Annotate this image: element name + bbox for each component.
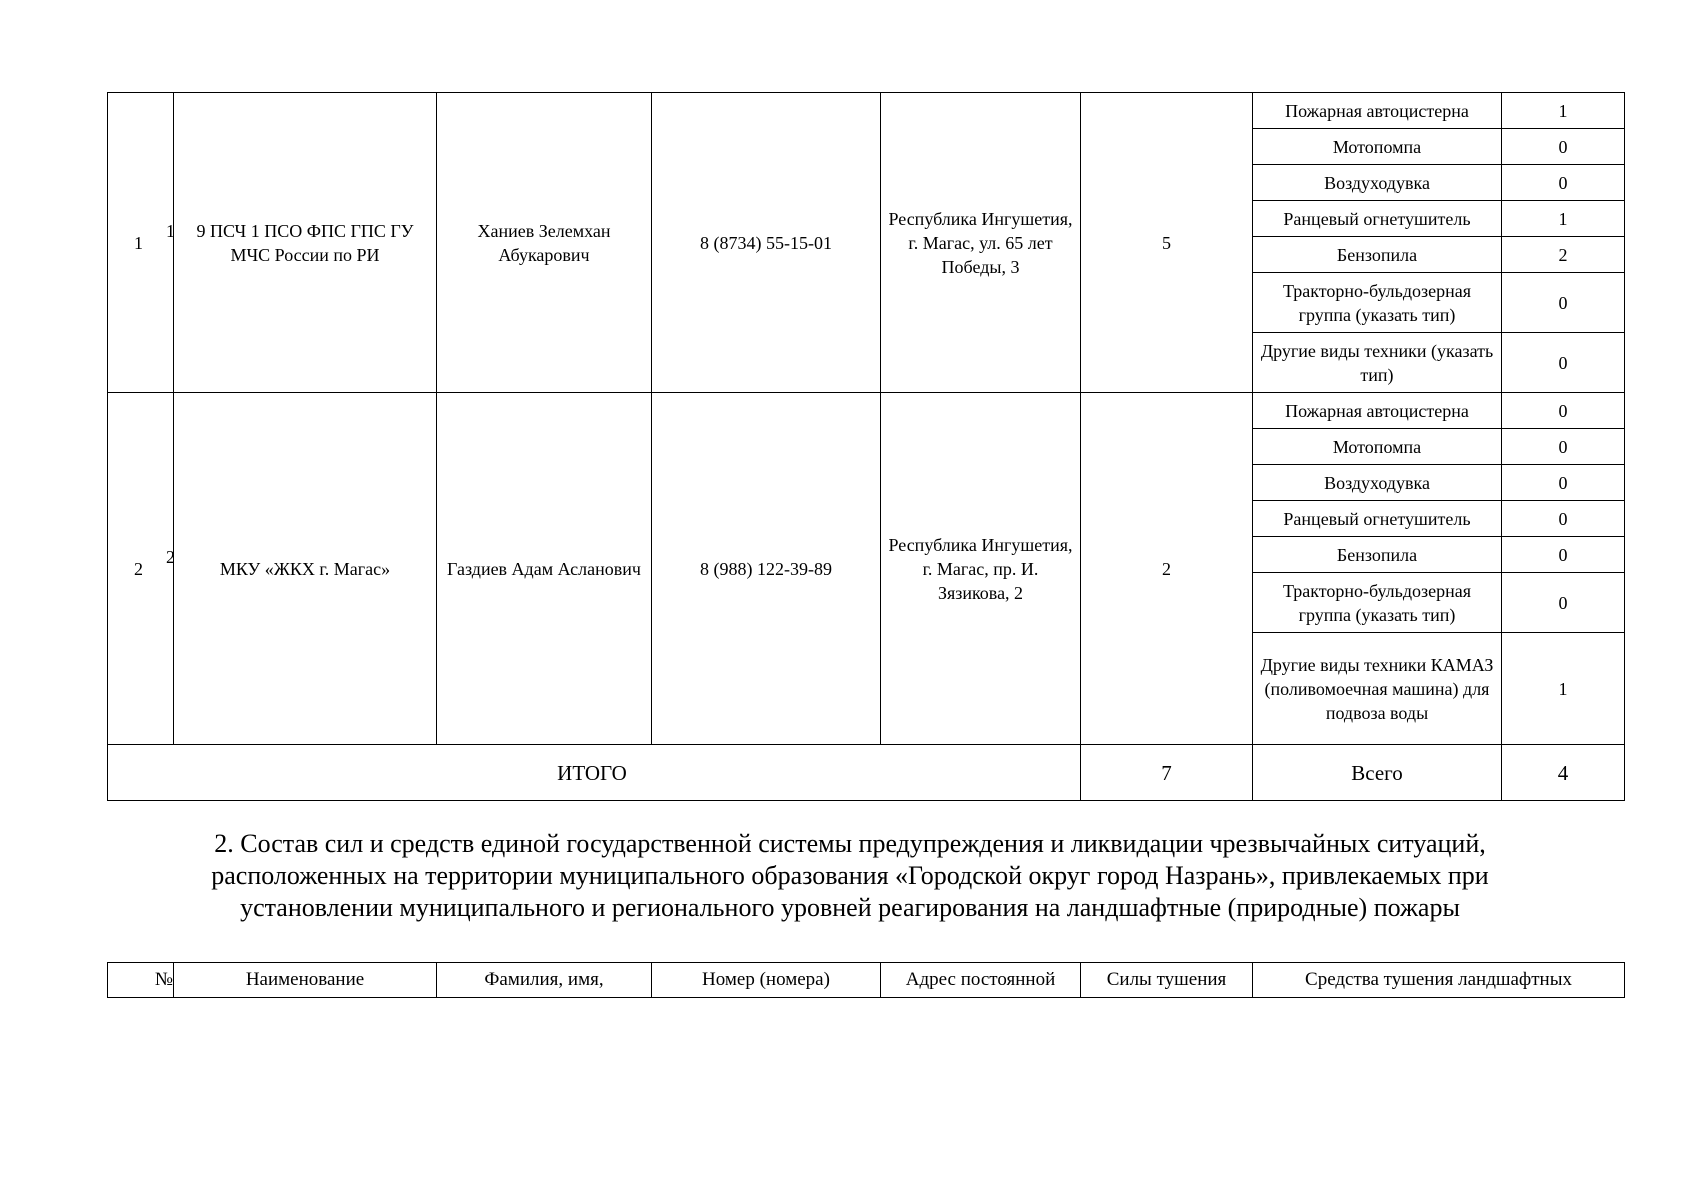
- total-forces: 7: [1081, 745, 1253, 801]
- head-fullname: Газдиев Адам Асланович: [437, 393, 652, 745]
- total-all-label: Всего: [1253, 745, 1502, 801]
- row-index: 2: [134, 558, 143, 579]
- row-index-divider: [173, 93, 174, 392]
- equipment-name: Тракторно-бульдозерная группа (указать тип): [1253, 573, 1502, 633]
- row-index-fragment: 2: [166, 546, 175, 567]
- table-row: [108, 93, 1625, 129]
- header-address: Адрес постоянной: [881, 963, 1081, 998]
- equipment-qty: 0: [1502, 465, 1625, 501]
- row-index-divider: [173, 393, 174, 744]
- equipment-qty: 1: [1502, 201, 1625, 237]
- equipment-qty: 2: [1502, 237, 1625, 273]
- equipment-qty: 0: [1502, 393, 1625, 429]
- equipment-qty: 0: [1502, 573, 1625, 633]
- equipment-name: Ранцевый огнетушитель: [1253, 201, 1502, 237]
- section-2-title-line: расположенных на территории муниципального образования «Городской округ город Назрань», привлекаемых при: [211, 861, 1489, 890]
- equipment-qty: 1: [1502, 93, 1625, 129]
- section-2-title: [100, 828, 1600, 924]
- equipment-name: Воздуходувка: [1253, 165, 1502, 201]
- equipment-qty: 0: [1502, 501, 1625, 537]
- section-2-table-header: [107, 962, 1625, 998]
- equipment-name: Мотопомпа: [1253, 129, 1502, 165]
- phone-number: 8 (988) 122-39-89: [652, 393, 881, 745]
- phone-number: 8 (8734) 55-15-01: [652, 93, 881, 393]
- row-index-fragment: 1: [166, 220, 175, 241]
- table-row: [108, 393, 1625, 429]
- equipment-name: Другие виды техники КАМАЗ (поливомоечная машина) для подвоза воды: [1253, 633, 1502, 745]
- equipment-name: Бензопила: [1253, 537, 1502, 573]
- equipment-qty: 0: [1502, 333, 1625, 393]
- equipment-name: Мотопомпа: [1253, 429, 1502, 465]
- header-number: №: [108, 963, 174, 998]
- header-name: Наименование: [174, 963, 437, 998]
- header-forces: Силы тушения: [1081, 963, 1253, 998]
- equipment-name: Пожарная автоцистерна: [1253, 393, 1502, 429]
- equipment-qty: 1: [1502, 633, 1625, 745]
- equipment-qty: 0: [1502, 129, 1625, 165]
- equipment-name: Другие виды техники (указать тип): [1253, 333, 1502, 393]
- equipment-name: Тракторно-бульдозерная группа (указать тип): [1253, 273, 1502, 333]
- address: Республика Ингушетия, г. Магас, ул. 65 лет Победы, 3: [881, 93, 1081, 393]
- head-fullname: Ханиев Зелемхан Абукарович: [437, 93, 652, 393]
- forces-count: 2: [1081, 393, 1253, 745]
- row-index-cell: [108, 393, 174, 745]
- equipment-name: Бензопила: [1253, 237, 1502, 273]
- equipment-name: Воздуходувка: [1253, 465, 1502, 501]
- equipment-name: Ранцевый огнетушитель: [1253, 501, 1502, 537]
- equipment-name: Пожарная автоцистерна: [1253, 93, 1502, 129]
- total-all-value: 4: [1502, 745, 1625, 801]
- forces-table-body: [108, 93, 1625, 801]
- header-phone: Номер (номера): [652, 963, 881, 998]
- section-2-title-line: 2. Состав сил и средств единой государственной системы предупреждения и ликвидации чрезвычайных ситуаций,: [214, 829, 1486, 858]
- forces-table: [107, 92, 1625, 801]
- forces-count: 5: [1081, 93, 1253, 393]
- row-index-cell: [108, 93, 174, 393]
- total-row: [108, 745, 1625, 801]
- row-index: 1: [134, 232, 143, 253]
- equipment-qty: 0: [1502, 165, 1625, 201]
- header-fullname: Фамилия, имя,: [437, 963, 652, 998]
- section-2-title-line: установлении муниципального и регионального уровней реагирования на ландшафтные (природные) пожары: [240, 893, 1460, 922]
- header-row: [108, 963, 1625, 998]
- header-equipment: Средства тушения ландшафтных: [1253, 963, 1625, 998]
- total-label: ИТОГО: [108, 745, 1081, 801]
- equipment-qty: 0: [1502, 537, 1625, 573]
- organization-name: 9 ПСЧ 1 ПСО ФПС ГПС ГУ МЧС России по РИ: [174, 93, 437, 393]
- address: Республика Ингушетия, г. Магас, пр. И. Зязикова, 2: [881, 393, 1081, 745]
- equipment-qty: 0: [1502, 429, 1625, 465]
- organization-name: МКУ «ЖКХ г. Магас»: [174, 393, 437, 745]
- equipment-qty: 0: [1502, 273, 1625, 333]
